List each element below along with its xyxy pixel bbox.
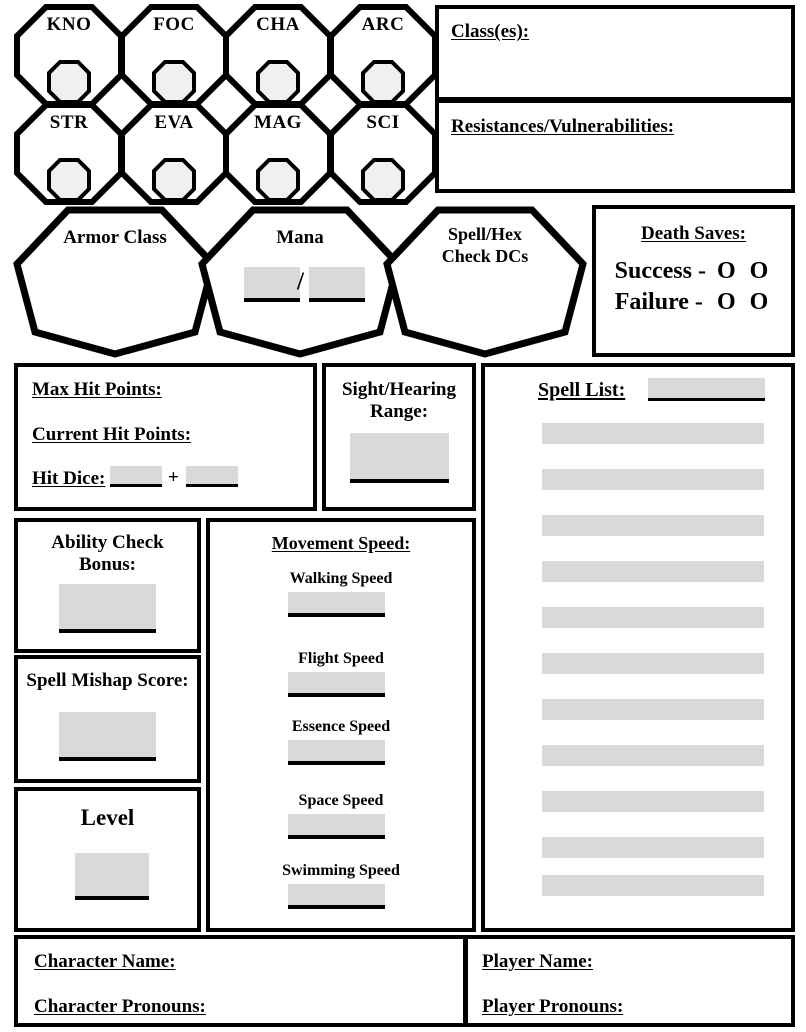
spell-list-row[interactable] [542, 515, 764, 536]
current-hit-points-label: Current Hit Points: [32, 424, 192, 445]
death-saves-failure-row[interactable] [596, 289, 791, 316]
character-info-box[interactable] [14, 935, 467, 1027]
ability-foc-value-node[interactable] [152, 60, 196, 104]
ability-kno[interactable] [14, 4, 124, 107]
ability-sci[interactable] [328, 102, 438, 205]
ability-mag-value-node[interactable] [256, 158, 300, 202]
sight-hearing-label-line2: Range: [369, 401, 429, 422]
space-speed-field[interactable] [288, 814, 385, 839]
spell-list-row[interactable] [542, 745, 764, 766]
spell-list-label: Spell List: [538, 379, 626, 401]
spell-list-row[interactable] [542, 561, 764, 582]
player-info-box[interactable] [464, 935, 795, 1027]
ability-sci-value-node[interactable] [361, 158, 405, 202]
sight-hearing-field[interactable] [350, 433, 449, 483]
ability-foc-label: FOC [153, 14, 195, 35]
spell-list-row[interactable] [542, 423, 764, 444]
spell-hex-dcs-label-line2: Check DCs [441, 246, 529, 266]
player-pronouns-label: Player Pronouns: [482, 996, 624, 1017]
ability-mag[interactable] [223, 102, 333, 205]
armor-class-label: Armor Class [63, 227, 167, 248]
level-box[interactable] [14, 787, 201, 932]
level-field[interactable] [75, 853, 149, 900]
ability-cha-label: CHA [256, 14, 300, 35]
death-saves-title: Death Saves: [640, 223, 747, 244]
movement-speed-title: Movement Speed: [271, 533, 411, 553]
ability-kno-label: KNO [46, 14, 92, 35]
armor-class-value[interactable] [65, 268, 165, 314]
mana-label: Mana [276, 227, 324, 248]
death-saves-failure-circles[interactable]: O O [716, 289, 773, 315]
ability-foc[interactable] [119, 4, 229, 107]
ability-check-bonus-label-line1: Ability Check [51, 532, 164, 553]
mana-current-field[interactable] [244, 267, 300, 302]
ability-str-label: STR [49, 112, 89, 133]
mana-heptagon[interactable] [198, 206, 402, 358]
death-saves-success-circles[interactable]: O O [716, 258, 773, 284]
character-name-label: Character Name: [34, 951, 176, 972]
spell-list-row[interactable] [542, 875, 764, 896]
spell-list-row[interactable] [542, 791, 764, 812]
ability-eva-value-node[interactable] [152, 158, 196, 202]
ability-str[interactable] [14, 102, 124, 205]
hit-dice-count-field[interactable] [110, 466, 162, 487]
character-pronouns-label: Character Pronouns: [34, 996, 206, 1017]
sight-hearing-label-line1: Sight/Hearing [341, 379, 456, 400]
space-speed-label: Space Speed [298, 792, 384, 809]
ability-eva[interactable] [119, 102, 229, 205]
spell-list-box[interactable] [481, 363, 795, 932]
player-name-label: Player Name: [482, 951, 593, 972]
resistances-label: Resistances/Vulnerabilities: [451, 116, 675, 137]
ability-arc[interactable] [328, 4, 438, 107]
movement-speed-box[interactable] [206, 518, 476, 932]
walking-speed-field[interactable] [288, 592, 385, 617]
mana-separator: / [297, 268, 304, 295]
spell-list-row[interactable] [542, 837, 764, 858]
mana-max-field[interactable] [309, 267, 365, 302]
death-saves-success-row[interactable] [596, 258, 791, 285]
swimming-speed-field[interactable] [288, 884, 385, 909]
flight-speed-field[interactable] [288, 672, 385, 697]
hit-dice-plus-sign: + [168, 467, 179, 488]
spell-hex-dcs-value[interactable] [435, 278, 535, 318]
spell-hex-dcs-heptagon[interactable] [383, 206, 587, 358]
ability-kno-value-node[interactable] [47, 60, 91, 104]
spell-list-header-field[interactable] [648, 378, 765, 401]
spell-list-row[interactable] [542, 699, 764, 720]
hit-dice-label: Hit Dice: [32, 468, 106, 489]
sight-hearing-range-box[interactable] [322, 363, 476, 511]
classes-box[interactable] [435, 5, 795, 101]
spell-list-row[interactable] [542, 469, 764, 490]
ability-arc-label: ARC [361, 14, 405, 35]
classes-label: Class(es): [451, 21, 530, 42]
ability-mag-label: MAG [254, 112, 302, 133]
hit-points-box[interactable] [14, 363, 317, 511]
death-saves-box[interactable] [592, 205, 795, 357]
walking-speed-label: Walking Speed [289, 570, 393, 587]
spell-list-row[interactable] [542, 607, 764, 628]
death-saves-success-label: Success - [614, 258, 706, 284]
essence-speed-label: Essence Speed [291, 718, 391, 735]
ability-arc-value-node[interactable] [361, 60, 405, 104]
ability-eva-label: EVA [154, 112, 194, 133]
ability-check-bonus-box[interactable] [14, 518, 201, 653]
spell-hex-dcs-label-line1: Spell/Hex [447, 224, 522, 244]
death-saves-failure-label: Failure - [614, 289, 703, 315]
max-hit-points-label: Max Hit Points: [32, 379, 162, 400]
flight-speed-label: Flight Speed [298, 650, 384, 667]
ability-sci-label: SCI [366, 112, 400, 133]
armor-class-heptagon[interactable] [13, 206, 217, 358]
ability-cha[interactable] [223, 4, 333, 107]
ability-str-value-node[interactable] [47, 158, 91, 202]
hit-dice-bonus-field[interactable] [186, 466, 238, 487]
spell-mishap-score-label: Spell Mishap Score: [26, 670, 189, 691]
spell-mishap-score-box[interactable] [14, 655, 201, 783]
resistances-box[interactable] [435, 99, 795, 193]
ability-check-bonus-field[interactable] [59, 584, 156, 633]
swimming-speed-label: Swimming Speed [282, 862, 400, 879]
spell-mishap-score-field[interactable] [59, 712, 156, 761]
essence-speed-field[interactable] [288, 740, 385, 765]
ability-check-bonus-label-line2: Bonus: [78, 554, 137, 575]
ability-cha-value-node[interactable] [256, 60, 300, 104]
level-label: Level [80, 805, 135, 830]
spell-list-row[interactable] [542, 653, 764, 674]
